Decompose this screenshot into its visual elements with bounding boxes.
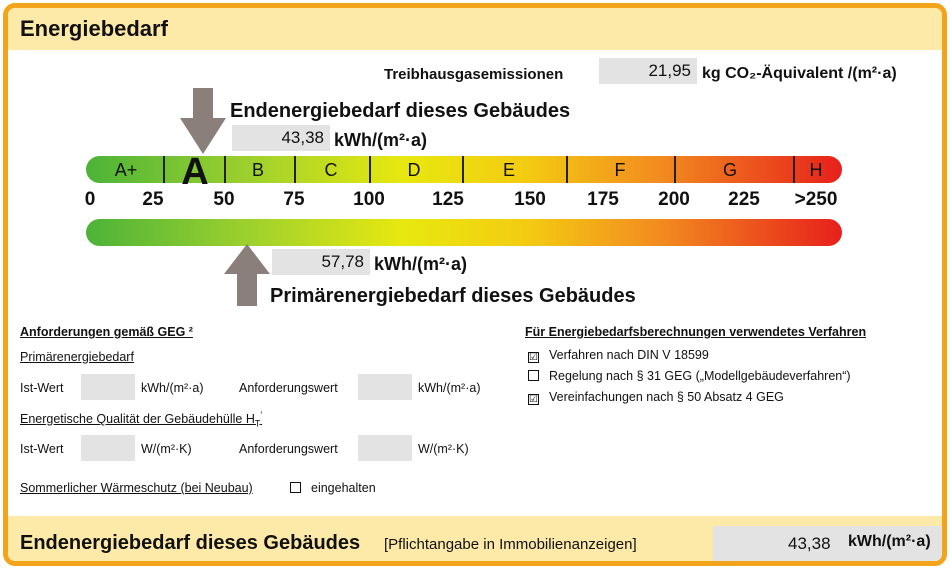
class-h: H [809, 160, 823, 180]
primary-energy-label: Primärenergiebedarf dieses Gebäudes [270, 285, 636, 307]
class-separator [462, 156, 464, 183]
scale-tick: 100 [353, 189, 385, 210]
end-energy-label: Endenergiebedarf dieses Gebäudes [230, 100, 571, 122]
class-separator [566, 156, 568, 183]
emissions-unit: kg CO₂-Äquivalent /(m²·a) [702, 65, 897, 82]
envelope-quality-text: Energetische Qualität der Gebäudehülle H [20, 412, 255, 427]
footer-unit: kWh/(m²·a) [848, 533, 931, 550]
method-item-label: Verfahren nach DIN V 18599 [549, 348, 709, 362]
class-separator [294, 156, 296, 183]
method-item[interactable] [528, 348, 709, 363]
primary-energy-unit: kWh/(m²·a) [374, 254, 467, 274]
method-item[interactable] [528, 369, 851, 383]
class-separator [163, 156, 165, 183]
scale-tick: 125 [432, 189, 464, 210]
scale-tick: 150 [514, 189, 546, 210]
ist-wert-label: Ist-Wert [20, 381, 64, 395]
primary-demand-title: Primärenergiebedarf [20, 350, 134, 364]
class-a-current: A [181, 151, 209, 193]
anforderungswert-envelope-field[interactable] [358, 435, 412, 461]
method-title: Für Energiebedarfsberechnungen verwendetes Verfahren [525, 325, 867, 339]
envelope-quality-sup: ' [260, 410, 263, 420]
end-energy-unit: kWh/(m²·a) [334, 130, 427, 150]
class-e: E [502, 160, 516, 180]
scale-tick: 0 [84, 189, 96, 210]
anforderungswert-label: Anforderungswert [239, 381, 338, 395]
envelope-quality-title [20, 410, 262, 429]
method-item[interactable] [528, 390, 784, 405]
ist-wert-primary-field[interactable] [81, 374, 135, 400]
envelope-quality-sub: T [254, 418, 261, 429]
energy-certificate-card [3, 3, 947, 566]
class-a-plus: A+ [114, 160, 138, 180]
anforderungswert-primary-field[interactable] [358, 374, 412, 400]
footer-bar [8, 516, 942, 566]
method-checkbox[interactable] [528, 370, 539, 381]
scale-tick: 225 [728, 189, 760, 210]
primary-energy-value-field: 57,78 [272, 249, 370, 275]
class-separator [674, 156, 676, 183]
end-energy-arrow-icon [178, 88, 228, 156]
kwh-unit-label: kWh/(m²·a) [418, 381, 481, 395]
scale-tick: 200 [658, 189, 690, 210]
footer-note: [Pflichtangabe in Immobilienanzeigen] [384, 536, 637, 553]
summer-protection-check[interactable] [290, 481, 376, 495]
scale-tick: 50 [213, 189, 235, 210]
scale-tick: 175 [587, 189, 619, 210]
scale-tick: >250 [794, 189, 838, 210]
method-checkbox[interactable]: ☑ [529, 352, 538, 363]
emissions-value-field: 21,95 [599, 58, 697, 84]
class-separator [793, 156, 795, 183]
method-checkbox[interactable]: ☑ [529, 394, 538, 405]
scale-tick: 25 [142, 189, 164, 210]
end-energy-value-field: 43,38 [232, 125, 330, 151]
method-item-label: Regelung nach § 31 GEG („Modellgebäudeverfahren“) [549, 369, 851, 383]
w-unit-label: W/(m²·K) [418, 442, 469, 456]
class-separator [224, 156, 226, 183]
anforderungswert-label: Anforderungswert [239, 442, 338, 456]
header-bar [8, 8, 942, 50]
footer-title: Endenergiebedarf dieses Gebäudes [20, 532, 361, 554]
class-c: C [324, 160, 338, 180]
class-f: F [614, 160, 626, 180]
class-separator [369, 156, 371, 183]
ist-wert-label: Ist-Wert [20, 442, 64, 456]
summer-checkbox[interactable] [290, 482, 301, 493]
page-title: Energiebedarf [20, 16, 168, 41]
class-d: D [407, 160, 421, 180]
class-g: G [722, 160, 738, 180]
requirements-title: Anforderungen gemäß GEG ² [20, 325, 193, 339]
energy-gradient-bar [86, 219, 842, 246]
primary-energy-arrow-icon [222, 244, 272, 306]
class-b: B [251, 160, 265, 180]
summer-protection-label: Sommerlicher Wärmeschutz (bei Neubau) [20, 481, 253, 495]
w-unit-label: W/(m²·K) [141, 442, 192, 456]
method-item-label: Vereinfachungen nach § 50 Absatz 4 GEG [549, 390, 784, 404]
emissions-label: Treibhausgasemissionen [384, 66, 564, 83]
kwh-unit-label: kWh/(m²·a) [141, 381, 204, 395]
summer-check-label: eingehalten [311, 481, 376, 495]
scale-tick: 75 [283, 189, 305, 210]
footer-value: 43,38 [788, 534, 831, 553]
ist-wert-envelope-field[interactable] [81, 435, 135, 461]
